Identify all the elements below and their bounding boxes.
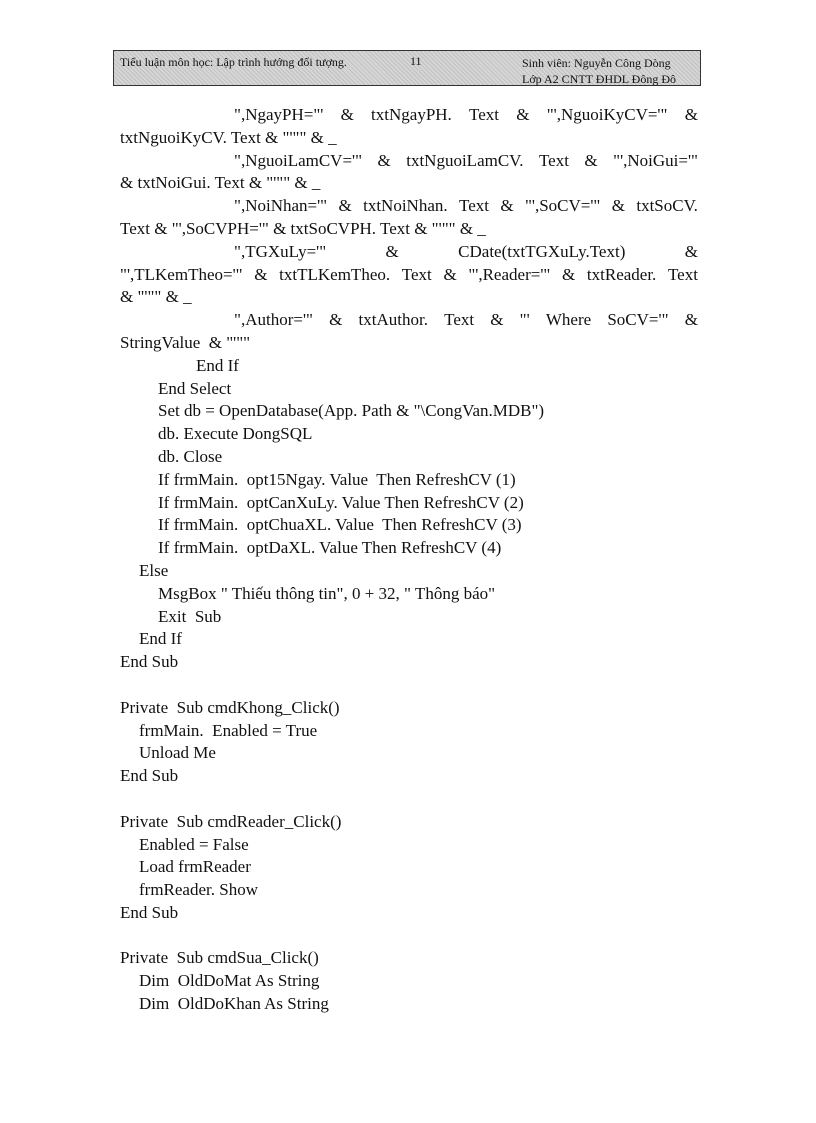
page-number: 11 — [410, 54, 422, 68]
blank-line — [120, 674, 698, 697]
code-token: Text — [444, 310, 475, 330]
code-line: End Select — [158, 378, 232, 398]
code-listing — [120, 104, 698, 1016]
code-token: Text — [459, 196, 489, 216]
code-line: End If — [139, 629, 182, 649]
code-line: db. Execute DongSQL — [158, 424, 313, 444]
code-line: db. Close — [158, 446, 223, 466]
code-token: & — [500, 196, 514, 216]
course-title: Tiểu luận môn học: Lập trình hướng đối tượng. — [120, 55, 347, 69]
code-token: txtReader. — [586, 264, 657, 284]
code-token: Text — [667, 264, 698, 284]
code-token: "',Reader='" — [468, 264, 551, 284]
code-token: ",NoiNhan='" — [234, 196, 328, 216]
code-line: If frmMain. opt15Ngay. Value Then RefreshCV (1) — [158, 469, 516, 489]
code-line: & "'"" & _ — [120, 287, 192, 307]
code-token: "',SoCV='" — [524, 196, 601, 216]
code-token: & — [338, 196, 352, 216]
code-line: frmMain. Enabled = True — [139, 720, 318, 740]
code-line — [120, 104, 698, 127]
code-token: & — [684, 105, 698, 124]
code-token: & — [377, 150, 391, 170]
student-info — [522, 55, 676, 87]
code-line: Enabled = False — [139, 834, 249, 854]
blank-line — [120, 925, 698, 948]
code-token: & — [584, 150, 598, 170]
code-token: "',NoiGui='" — [613, 150, 698, 170]
code-line: StringValue & "'"" — [120, 332, 251, 352]
code-line — [120, 241, 698, 264]
code-token: ",TGXuLy='" — [234, 241, 327, 261]
code-line: If frmMain. optChuaXL. Value Then RefreshCV (3) — [158, 515, 522, 535]
code-token: ",NgayPH="' — [234, 105, 324, 124]
page-header — [113, 50, 701, 86]
code-line — [120, 264, 698, 287]
code-token: ",NguoiLamCV='" — [234, 150, 363, 170]
code-token: & — [611, 196, 625, 216]
student-class: Lớp A2 CNTT ĐHDL Đông Đô — [522, 72, 677, 86]
student-name: Sinh viên: Nguyễn Công Dòng — [522, 56, 671, 70]
code-line: Private Sub cmdReader_Click() — [120, 811, 342, 831]
code-line: End If — [196, 355, 239, 375]
code-token: txtNgayPH. — [371, 105, 452, 124]
code-token: txtSoCV. — [636, 196, 698, 216]
code-token: & — [254, 264, 268, 284]
code-line: frmReader. Show — [139, 880, 258, 900]
code-token: & — [340, 105, 354, 124]
code-token: CDate(txtTGXuLy.Text) — [458, 241, 626, 261]
code-token: & — [490, 310, 504, 330]
code-line: txtNguoiKyCV. Text & "'"" & _ — [120, 127, 337, 147]
code-line: If frmMain. optCanXuLy. Value Then RefreshCV (2) — [158, 492, 524, 512]
code-token: Text — [401, 264, 432, 284]
code-line: Unload Me — [139, 743, 216, 763]
code-token: & — [329, 310, 343, 330]
code-line: Load frmReader — [139, 857, 251, 877]
code-token: "',TLKemTheo='" — [120, 264, 243, 284]
code-line — [120, 150, 698, 173]
code-line: Dim OldDoMat As String — [139, 971, 320, 991]
code-line: & txtNoiGui. Text & "'"" & _ — [120, 173, 321, 193]
code-line: Exit Sub — [158, 606, 222, 626]
code-token: & — [385, 241, 399, 261]
code-token: Text — [538, 150, 569, 170]
code-line: Else — [139, 560, 169, 580]
code-line: MsgBox " Thiếu thông tin", 0 + 32, " Thông báo" — [158, 583, 496, 603]
code-token: SoCV='" — [607, 310, 669, 330]
code-token: Where — [545, 310, 592, 330]
code-token: & — [684, 241, 698, 261]
code-line: End Sub — [120, 902, 179, 922]
code-line — [120, 309, 698, 332]
code-token: ",Author='" — [234, 310, 313, 330]
code-line: Set db = OpenDatabase(App. Path & "\CongVan.MDB") — [158, 401, 545, 421]
code-token: Text — [469, 105, 499, 124]
code-token: & — [443, 264, 457, 284]
code-token: & — [516, 105, 530, 124]
code-token: txtAuthor. — [358, 310, 428, 330]
code-line: If frmMain. optDaXL. Value Then RefreshCV (4) — [158, 538, 502, 558]
code-line: Dim OldDoKhan As String — [139, 994, 329, 1014]
code-token: "',NguoiKyCV='" — [546, 105, 668, 124]
code-token: txtNguoiLamCV. — [406, 150, 524, 170]
blank-line — [120, 788, 698, 811]
code-line — [120, 195, 698, 218]
code-token: "' — [519, 310, 530, 330]
code-line: Private Sub cmdKhong_Click() — [120, 697, 340, 717]
code-line: End Sub — [120, 766, 179, 786]
code-token: txtNoiNhan. — [363, 196, 448, 216]
code-line: Text & "',SoCVPH='" & txtSoCVPH. Text & "'"" & _ — [120, 218, 486, 238]
code-token: txtTLKemTheo. — [279, 264, 391, 284]
code-token: & — [562, 264, 576, 284]
code-line: Private Sub cmdSua_Click() — [120, 948, 319, 968]
code-line: End Sub — [120, 652, 179, 672]
code-token: & — [684, 310, 698, 330]
